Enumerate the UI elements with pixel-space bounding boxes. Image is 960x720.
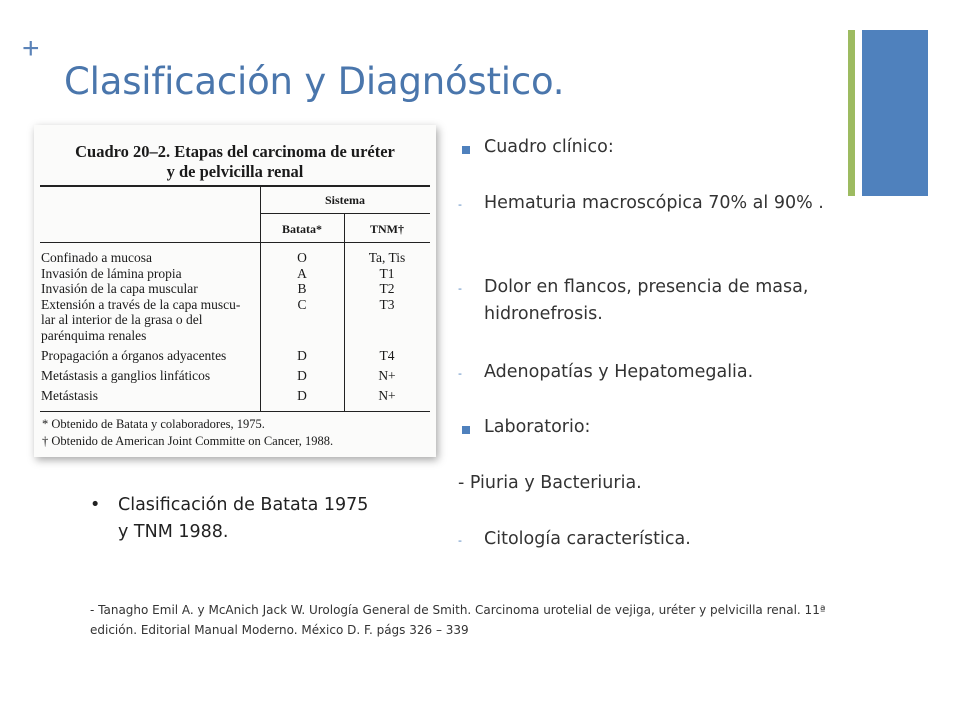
dash-marker: - [458,198,462,211]
row-label: Propagación a órganos adyacentes [41,348,227,363]
dash-marker: - [458,367,462,380]
row-batata: C [297,296,307,312]
table-title-line2: y de pelvicilla renal [166,162,304,181]
row-batata: D [297,368,307,383]
bibliographic-reference: - Tanagho Emil A. y McAnich Jack W. Urología General de Smith. Carcinoma urotelial de vejiga, uréter y pelvicilla renal. 11ª edición. Editorial Manual Moderno. México D. F. págs 326 – 339 [90,603,826,637]
table-header-rule [40,242,430,243]
row-batata: O [297,250,307,265]
row-tnm: T1 [379,265,395,281]
caption-text: Clasificación de Batata 1975 y TNM 1988. [118,495,369,542]
row-tnm: N+ [378,368,396,383]
accent-bar-green [848,30,855,196]
accent-bar-blue [862,30,928,196]
header-batata: Batata* [282,222,322,236]
row-label: Extensión a través de la capa muscu- [41,296,241,312]
row-label: Metástasis a ganglios linfáticos [41,368,211,383]
row-batata: D [297,388,307,403]
table-sistema-rule [260,213,430,214]
row-tnm: T2 [379,281,395,297]
header-tnm: TNM† [370,222,404,236]
square-bullet-icon [462,426,470,434]
row-label: Confinado a mucosa [41,250,152,265]
header-sistema: Sistema [325,193,365,207]
row-tnm: Ta, Tis [368,250,406,265]
row-batata: A [297,265,307,281]
list-item-text: Dolor en flancos, presencia de masa, hidronefrosis. [484,277,809,324]
list-item-text: - Piuria y Bacteriuria. [458,473,642,493]
list-item-text: Hematuria macroscópica 70% al 90% . [484,193,824,213]
list-item-text: Laboratorio: [484,417,591,437]
row-label: parénquima renales [41,328,147,343]
row-tnm: T4 [379,348,395,363]
square-bullet-icon [462,146,470,154]
slide-title: Clasificación y Diagnóstico. [64,60,565,103]
list-item-text: Citología característica. [484,529,691,549]
dash-marker: - [458,282,462,295]
row-label: Invasión de la capa muscular [41,281,198,297]
row-tnm: T3 [379,296,395,312]
bullet-icon: • [90,495,101,515]
dash-marker: - [458,534,462,547]
row-label: lar al interior de la grasa o del [41,312,203,328]
table-top-rule [40,185,430,187]
plus-sign: + [22,32,40,65]
row-batata: D [297,348,307,363]
row-label: Invasión de lámina propia [41,265,182,281]
list-item-text: Cuadro clínico: [484,137,614,157]
list-item-text: Adenopatías y Hepatomegalia. [484,362,754,382]
table-footnote-1: * Obtenido de Batata y colaboradores, 1975. [42,417,265,431]
row-batata: B [297,281,307,297]
table-title-line1: Cuadro 20–2. Etapas del carcinoma de uréter [75,142,395,161]
table-footnote-2: † Obtenido de American Joint Committe on Cancer, 1988. [42,434,334,448]
table-bottom-rule [40,411,430,412]
row-label: Metástasis [41,388,98,403]
staging-table-image [34,125,436,457]
row-tnm: N+ [378,388,396,403]
